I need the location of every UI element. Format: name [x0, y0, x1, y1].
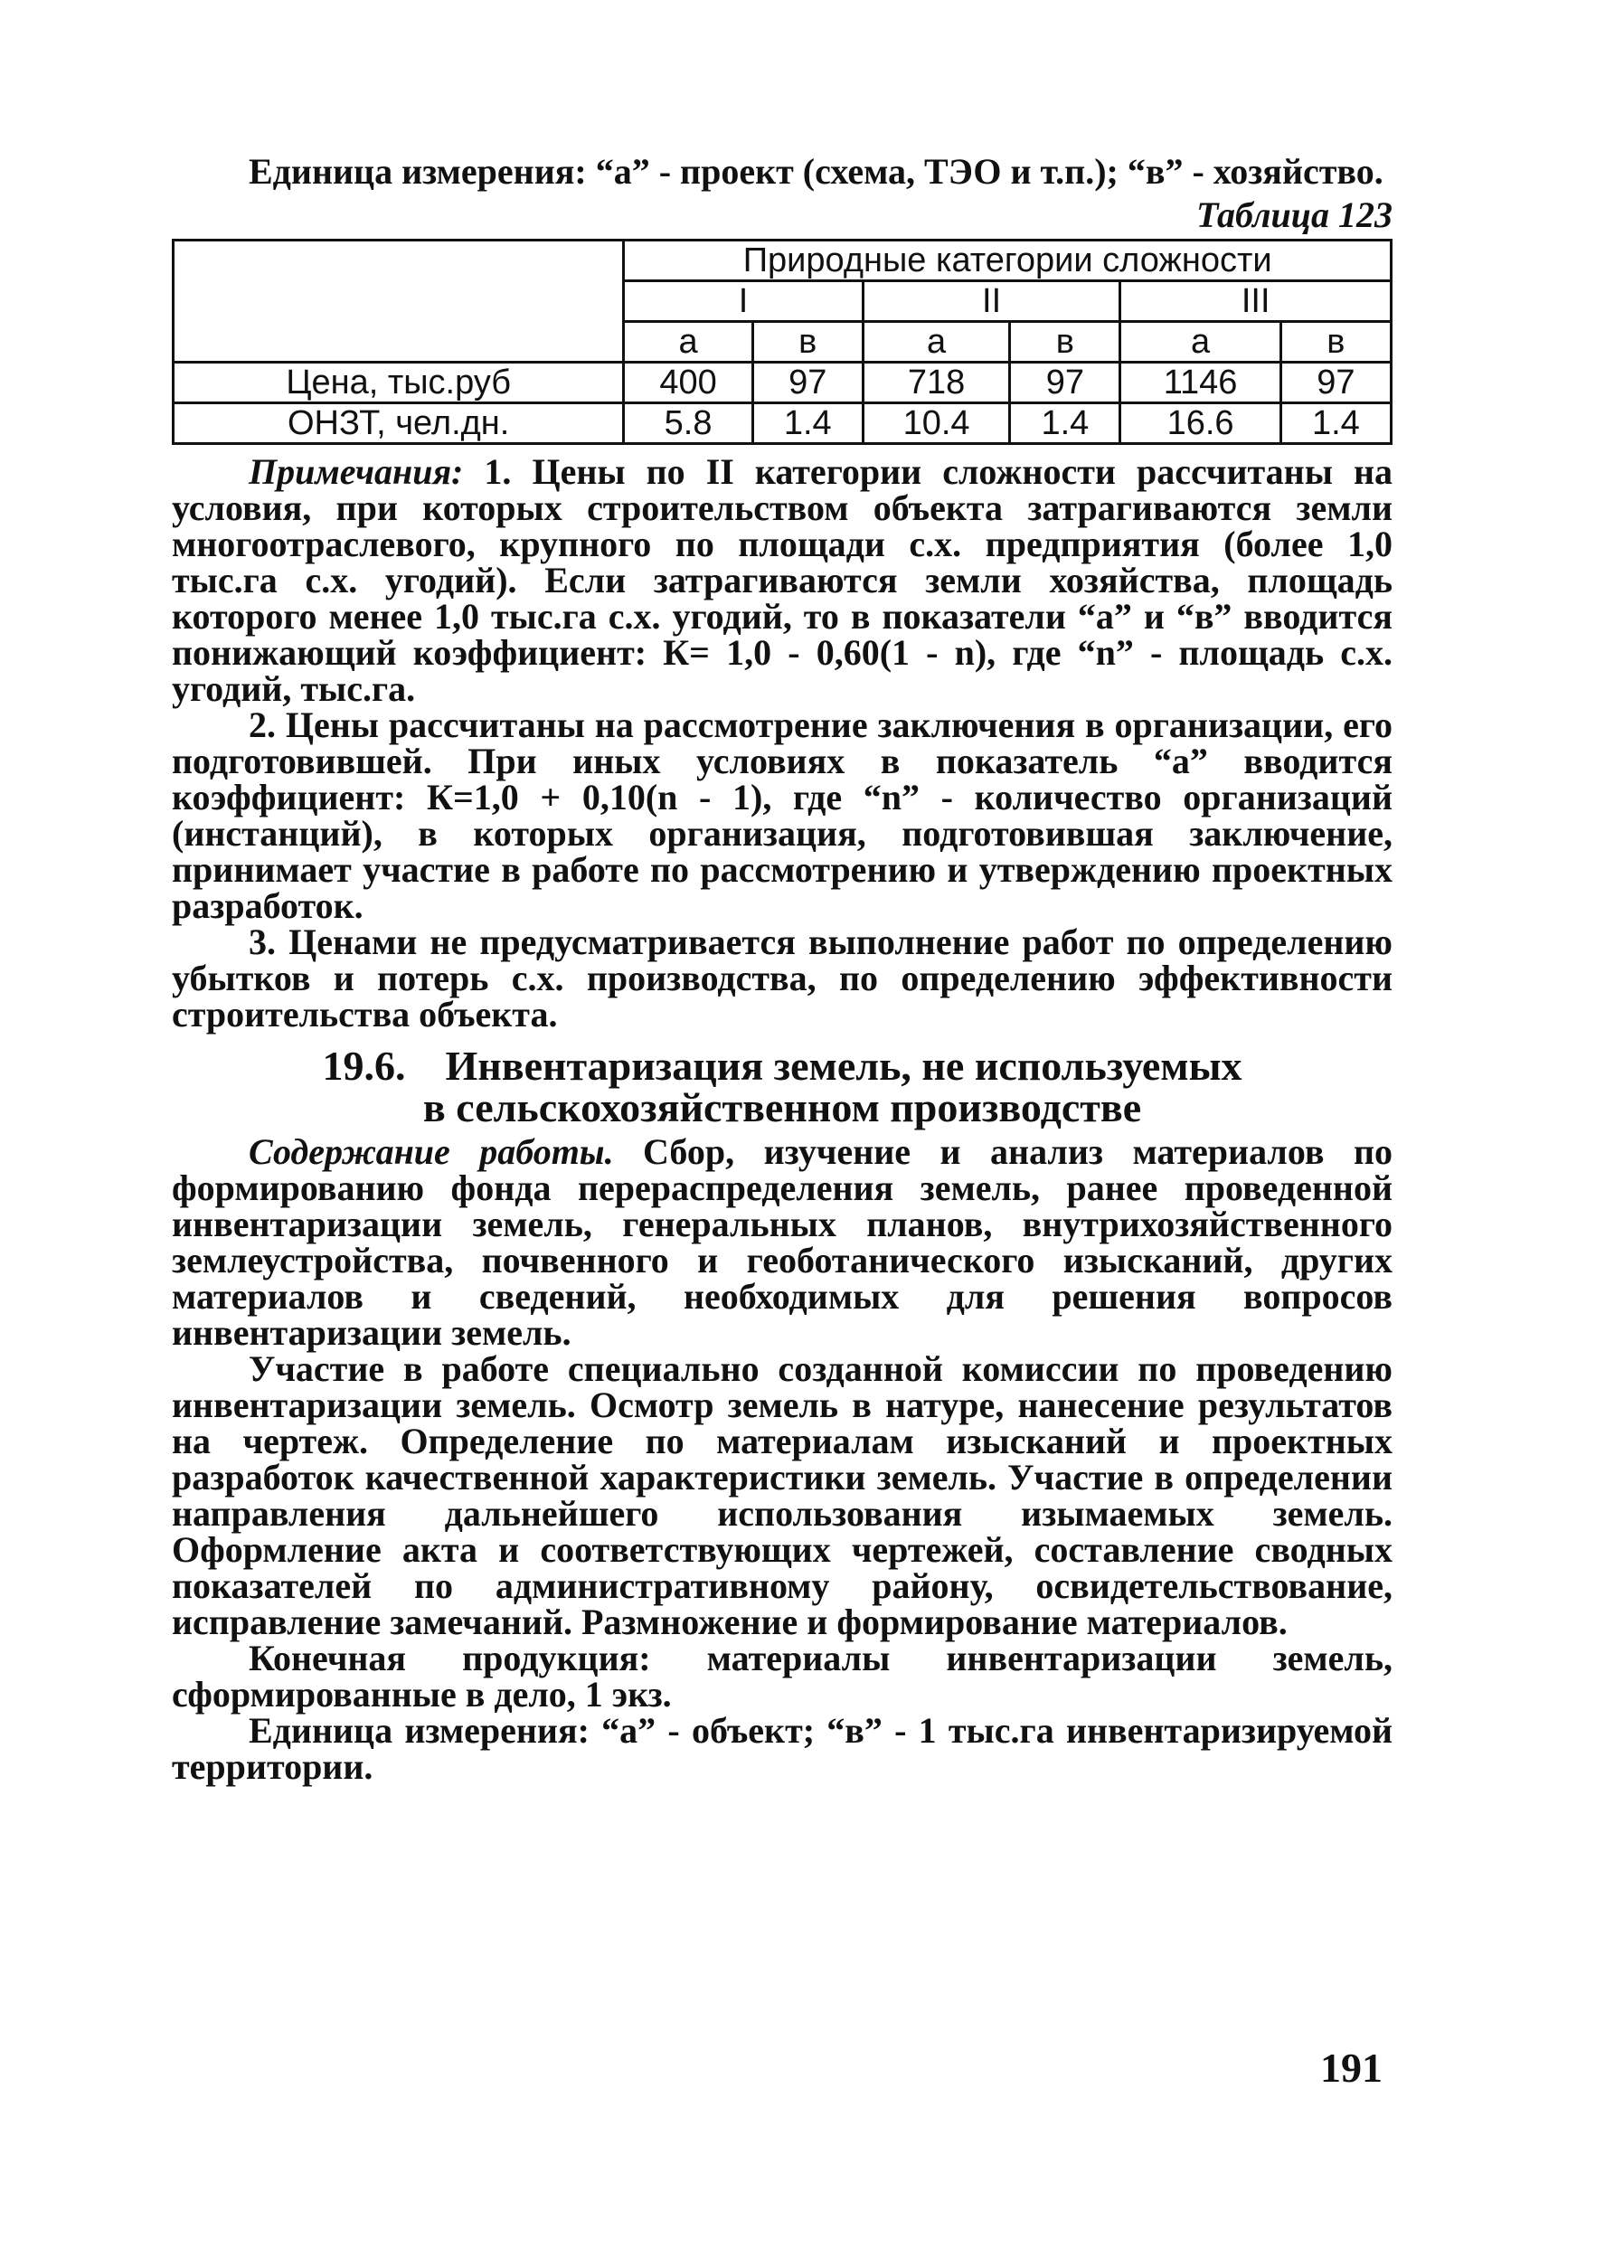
- section-heading: [172, 1045, 1393, 1129]
- category-header: I: [624, 281, 863, 322]
- table-cell: 10.4: [863, 403, 1010, 444]
- table-cell: 1.4: [1010, 403, 1120, 444]
- table-cell: 1146: [1120, 363, 1280, 403]
- unit-header: а: [1120, 322, 1280, 363]
- content-label: Содержание работы.: [249, 1131, 614, 1172]
- unit-header: в: [1280, 322, 1391, 363]
- note-3: 3. Ценами не предусматривается выполнение работ по определению убытков и потерь с.х. производства, по определению эффективности строительства объекта.: [172, 921, 1393, 1035]
- table-cell: 97: [1280, 363, 1391, 403]
- unit-header: а: [863, 322, 1010, 363]
- table-group-header: Природные категории сложности: [624, 241, 1392, 281]
- section-title-line1: Инвентаризация земель, не используемых: [445, 1043, 1242, 1089]
- table-cell: 16.6: [1120, 403, 1280, 444]
- content-paragraph-1: [172, 1131, 1393, 1353]
- table-cell: 718: [863, 363, 1010, 403]
- content-p1-text: Сбор, изучение и анализ материалов по формированию фонда перераспределения земель, ранее проведенной инвентаризации земель, генеральных планов, внутрихозяйственного землеустройства, почвенного и геоботанического изысканий, других материалов и сведений, необходимых для решения вопросов инвентаризации земель.: [172, 1131, 1393, 1353]
- unit-header: а: [624, 322, 752, 363]
- row-label: ОНЗТ, чел.дн.: [174, 403, 624, 444]
- section-title-line2: в сельскохозяйственном производстве: [422, 1084, 1142, 1130]
- page-content: [172, 151, 1393, 1787]
- price-table: [172, 239, 1393, 445]
- table-row: [174, 403, 1392, 444]
- table-header-row: [174, 241, 1392, 281]
- notes-label: Примечания:: [249, 451, 464, 492]
- unit-header: в: [1010, 322, 1120, 363]
- category-header: II: [863, 281, 1120, 322]
- table-cell: 1.4: [1280, 403, 1391, 444]
- content-paragraph-2: Участие в работе специально созданной комиссии по проведению инвентаризации земель. Осмотр земель в натуре, нанесение результатов на чертеж. Определение по материалам изысканий и проектных разработок качественной характеристики земель. Участие в определении направления дальнейшего использования изымаемых земель. Оформление акта и соответствующих чертежей, составление сводных показателей по административному району, освидетельствование, исправление замечаний. Размножение и формирование материалов.: [172, 1348, 1393, 1642]
- table-caption: Таблица 123: [1196, 194, 1393, 235]
- table-cell: 1.4: [752, 403, 863, 444]
- row-label: Цена, тыс.руб: [174, 363, 624, 403]
- table-cell: 97: [1010, 363, 1120, 403]
- table-stub-cell: [174, 241, 624, 363]
- content-paragraph-4: Единица измерения: “а” - объект; “в” - 1 тыс.га инвентаризируемой территории.: [172, 1710, 1393, 1787]
- unit-header: в: [752, 322, 863, 363]
- note-1-text: 1. Цены по II категории сложности рассчитаны на условия, при которых строительством объекта затрагиваются земли многоотраслевого, крупного по площади с.х. предприятия (более 1,0 тыс.га с.х. угодий). Если затрагиваются земли хозяйства, площадь которого менее 1,0 тыс.га с.х. угодий, то в показатели “а” и “в” вводится понижающий коэффициент: К= 1,0 - 0,60(1 - n), где “n” - площадь с.х. угодий, тыс.га.: [172, 451, 1393, 709]
- note-2: 2. Цены рассчитаны на рассмотрение заключения в организации, его подготовившей. При иных условиях в показатель “а” вводится коэффициент: К=1,0 + 0,10(n - 1), где “n” - количество организаций (инстанций), в которых организация, подготовившая заключение, принимает участие в работе по рассмотрению и утверждению проектных разработок.: [172, 704, 1393, 926]
- table-cell: 400: [624, 363, 752, 403]
- page-number: 191: [1320, 2045, 1383, 2091]
- table-cell: 5.8: [624, 403, 752, 444]
- table-row: [174, 363, 1392, 403]
- content-paragraph-3: Конечная продукция: материалы инвентаризации земель, сформированные в дело, 1 экз.: [172, 1638, 1393, 1715]
- table-cell: 97: [752, 363, 863, 403]
- category-header: III: [1120, 281, 1392, 322]
- note-1: [172, 451, 1393, 709]
- intro-paragraph: Единица измерения: “а” - проект (схема, ТЭО и т.п.); “в” - хозяйство.: [249, 151, 1383, 192]
- section-number: 19.6.: [322, 1043, 406, 1089]
